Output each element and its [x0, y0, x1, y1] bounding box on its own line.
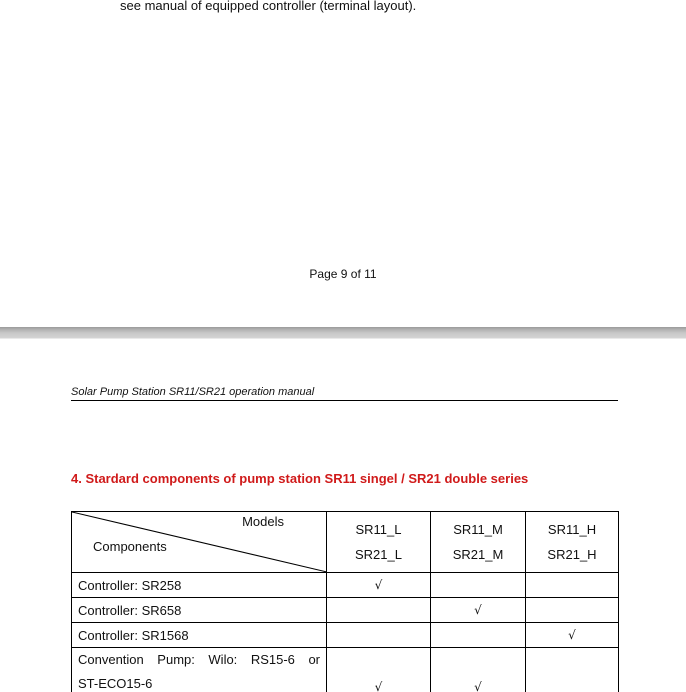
model-name: SR11_H — [547, 522, 597, 537]
component-line: ST-ECO15-6 — [78, 676, 153, 691]
component-cell — [72, 648, 327, 692]
component-cell: Controller: SR658 — [72, 598, 327, 623]
check-mark-cell — [327, 598, 431, 623]
body-text: see manual of equipped controller (terminal layout). — [120, 0, 417, 13]
model-header-low — [327, 512, 431, 573]
section-title: 4. Stardard components of pump station SR11 singel / SR21 double series — [71, 471, 529, 486]
diagonal-header-cell — [72, 512, 327, 573]
check-mark-cell — [431, 623, 526, 648]
check-mark-cell: √ — [327, 648, 431, 692]
check-mark-cell — [431, 573, 526, 598]
page-separator — [0, 327, 686, 338]
components-table — [71, 511, 619, 692]
check-mark-cell — [526, 573, 619, 598]
check-mark-cell — [526, 598, 619, 623]
component-cell: Controller: SR258 — [72, 573, 327, 598]
table-row — [72, 573, 619, 598]
model-header-high — [526, 512, 619, 573]
model-name: SR21_H — [547, 547, 597, 562]
model-name: SR11_L — [355, 522, 402, 537]
model-name: SR21_L — [355, 547, 402, 562]
running-header: Solar Pump Station SR11/SR21 operation manual — [71, 386, 618, 401]
table-row — [72, 648, 619, 692]
models-label: Models — [242, 514, 284, 529]
page-number: Page 9 of 11 — [309, 267, 377, 281]
component-cell: Controller: SR1568 — [72, 623, 327, 648]
model-name: SR11_M — [453, 522, 503, 537]
table-row — [72, 598, 619, 623]
model-header-medium — [431, 512, 526, 573]
check-mark-cell: √ — [526, 623, 619, 648]
check-mark-cell — [526, 648, 619, 692]
check-mark-cell: √ — [327, 573, 431, 598]
table-header-row — [72, 512, 619, 573]
check-mark-cell — [327, 623, 431, 648]
component-line: Convention Pump: Wilo: RS15-6 or — [78, 652, 320, 667]
table-row — [72, 623, 619, 648]
model-name: SR21_M — [452, 547, 504, 562]
check-mark-cell: √ — [431, 648, 526, 692]
page-separator-edge — [0, 338, 686, 339]
check-mark-cell: √ — [431, 598, 526, 623]
components-label: Components — [93, 539, 167, 554]
